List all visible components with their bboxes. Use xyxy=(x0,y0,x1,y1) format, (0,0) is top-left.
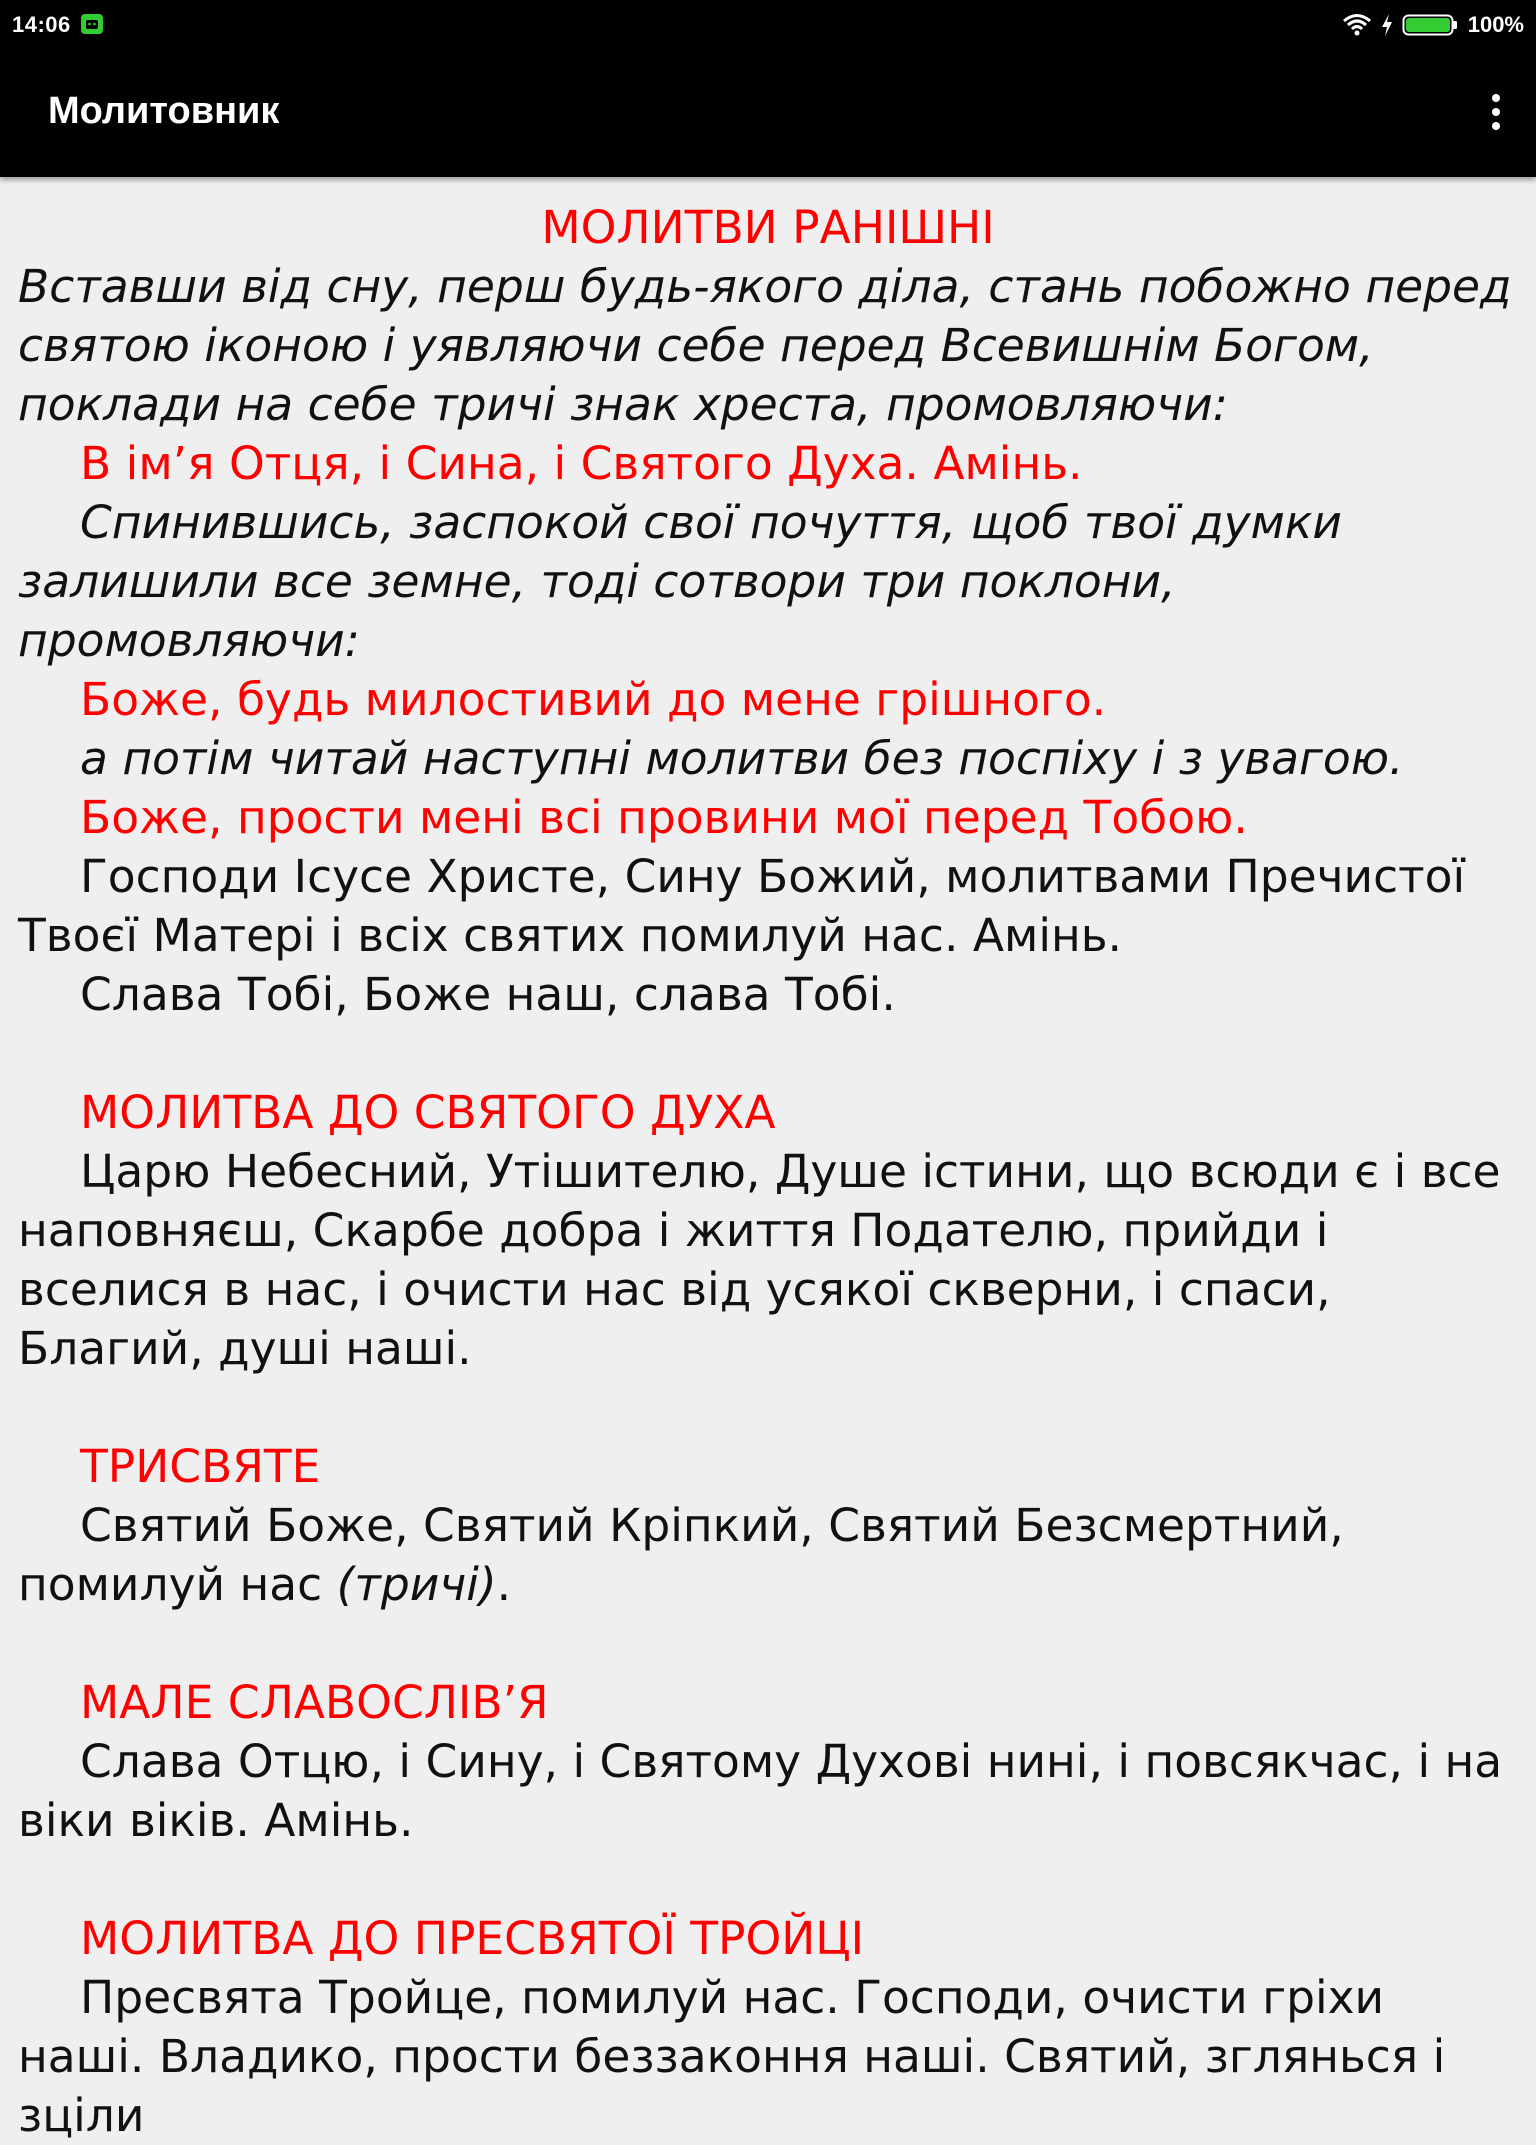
holy-spirit-prayer-paragraph: Царю Небесний, Утішителю, Душе істини, що всюди є і все наповняєш, Скарбе добра і життя Подателю, прийди і вселися в нас, і очисти нас від усякої скверни, і спаси, Благий, душі наші. xyxy=(18,1145,1501,1375)
android-notification-icon xyxy=(80,13,104,35)
jesus-prayer-paragraph: Господи Ісусе Христе, Сину Божий, молитвами Пречистої Твоєї Матері і всіх святих помилуй нас. Амінь. xyxy=(18,850,1466,962)
rubric-read-slowly: а потім читай наступні молитви без поспіху і з увагою. xyxy=(80,732,1404,785)
publican-prayer-line: Боже, будь милостивий до мене грішного. xyxy=(80,673,1107,726)
overflow-menu-button[interactable] xyxy=(1484,84,1508,140)
trisagion-text: Святий Боже, Святий Кріпкий, Святий Безсмертний, помилуй нас xyxy=(18,1499,1344,1611)
rubric-intro: Вставши від сну, перш будь-якого діла, стань побожно перед святою іконою і уявляючи себе перед Всевишнім Богом, поклади на себе тричі знак хреста, промовляючи: xyxy=(18,260,1512,431)
spacer xyxy=(18,1614,1518,1673)
section-title-holy-trinity: МОЛИТВА ДО ПРЕСВЯТОЇ ТРОЙЦІ xyxy=(80,1912,865,1965)
holy-trinity-prayer-paragraph: Пресвята Тройце, помилуй нас. Господи, очисти гріхи наші. Владико, прости беззаконня наші. Святий, зглянься і зціли xyxy=(18,1971,1446,2142)
status-indicators xyxy=(1342,10,1524,40)
forgive-prayer-line: Боже, прости мені всі провини мої перед Тобою. xyxy=(80,791,1248,844)
doxology-paragraph: Слава Отцю, і Сину, і Святому Духові нині, і повсякчас, і на віки віків. Амінь. xyxy=(18,1735,1503,1847)
wifi-icon xyxy=(1342,13,1372,37)
spacer xyxy=(18,1850,1518,1909)
trisagion-paragraph xyxy=(18,1496,1518,1614)
spacer xyxy=(18,1024,1518,1083)
section-title-holy-spirit: МОЛИТВА ДО СВЯТОГО ДУХА xyxy=(80,1086,776,1139)
overflow-menu-icon xyxy=(1484,84,1508,140)
rubric-instruction: Спинившись, заспокой свої почуття, щоб твої думки залишили все земне, тоді сотвори три поклони, промовляючи: xyxy=(18,496,1342,667)
sign-of-cross-line: В ім’я Отця, і Сина, і Святого Духа. Амінь. xyxy=(80,437,1083,490)
battery-icon xyxy=(1402,13,1458,37)
trisagion-thrice-note: (тричі) xyxy=(336,1558,497,1611)
status-time: 14:06 xyxy=(12,12,71,37)
section-title-trisagion: ТРИСВЯТЕ xyxy=(80,1440,321,1493)
section-title-doxology: МАЛЕ СЛАВОСЛІВ’Я xyxy=(80,1676,549,1729)
trisagion-period: . xyxy=(496,1558,512,1611)
prayer-text-view[interactable] xyxy=(18,198,1518,2145)
app-bar xyxy=(0,50,1536,177)
status-bar xyxy=(0,0,1536,50)
glory-line: Слава Тобі, Боже наш, слава Тобі. xyxy=(80,968,896,1021)
app-title: Молитовник xyxy=(48,90,280,132)
section-title-morning-prayers: МОЛИТВИ РАНІШНІ xyxy=(541,201,995,254)
battery-percentage: 100% xyxy=(1467,12,1524,37)
spacer xyxy=(18,1378,1518,1437)
charging-bolt-icon xyxy=(1380,13,1394,37)
